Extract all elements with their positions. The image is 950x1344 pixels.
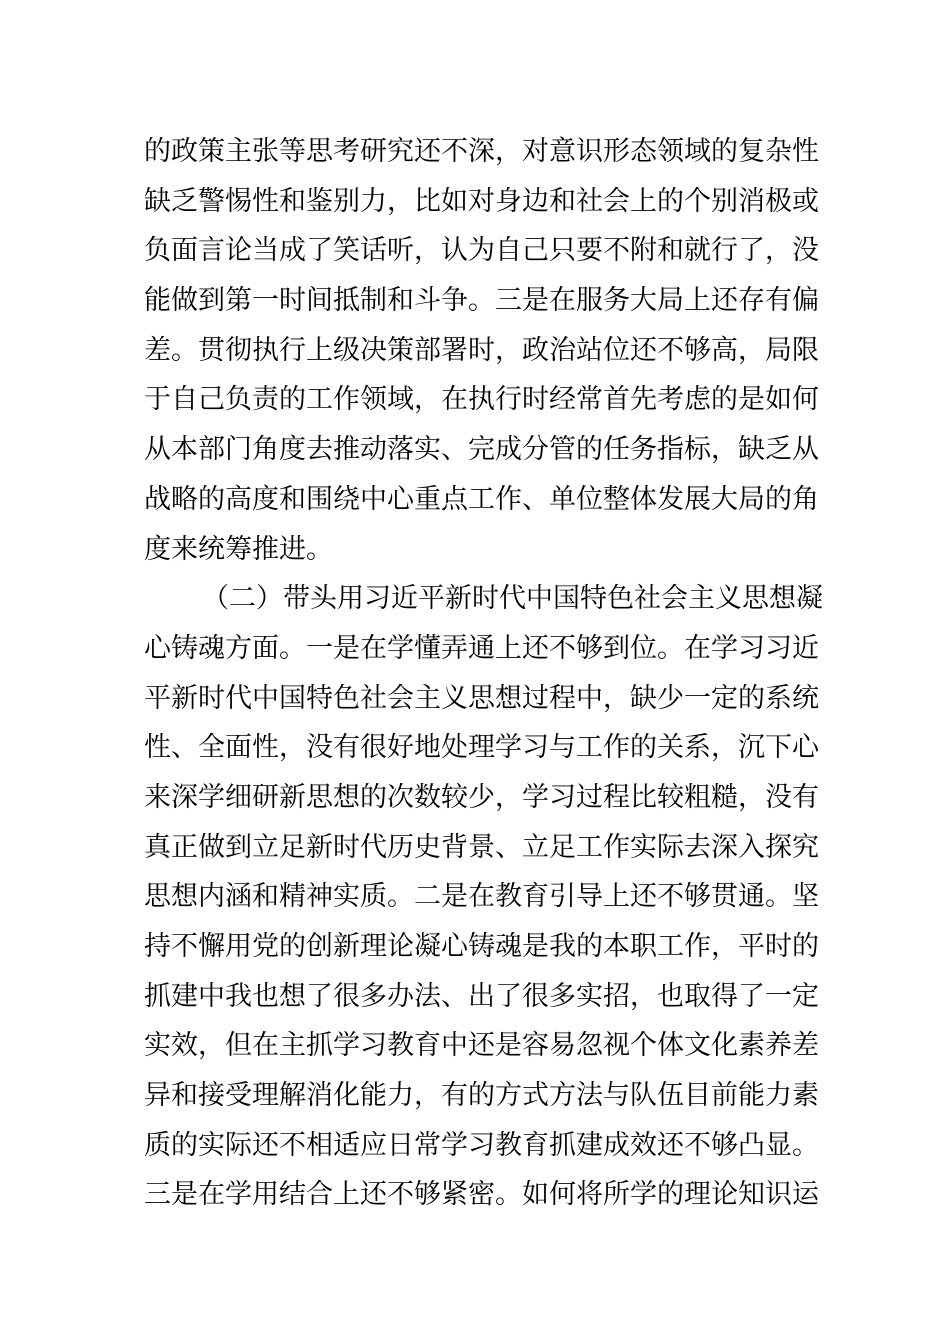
text-line: 性、全面性，没有很好地处理学习与工作的关系，沉下心 [144, 732, 819, 764]
text-line: 负面言论当成了笑话听，认为自己只要不附和就行了，没 [144, 235, 819, 267]
text-line: 实效，但在主抓学习教育中还是容易忽视个体文化素养差 [144, 1030, 819, 1062]
text-line: 三是在学用结合上还不够紧密。如何将所学的理论知识运 [144, 1179, 819, 1211]
text-line: 战略的高度和围绕中心重点工作、单位整体发展大局的角 [144, 483, 819, 515]
text-line: 心铸魂方面。一是在学懂弄通上还不够到位。在学习习近 [144, 632, 819, 664]
text-line: 能做到第一时间抵制和斗争。三是在服务大局上还存有偏 [144, 285, 819, 317]
text-line: 平新时代中国特色社会主义思想过程中，缺少一定的系统 [144, 682, 819, 714]
text-line: 异和接受理解消化能力，有的方式方法与队伍目前能力素 [144, 1080, 819, 1112]
text-line: 来深学细研新思想的次数较少，学习过程比较粗糙，没有 [144, 781, 819, 813]
paragraph-end-line: 度来统筹推进。 [144, 533, 333, 565]
text-line: 持不懈用党的创新理论凝心铸魂是我的本职工作，平时的 [144, 931, 819, 962]
text-line: 质的实际还不相适应日常学习教育抓建成效还不够凸显。 [144, 1129, 819, 1161]
text-line: 缺乏警惕性和鉴别力，比如对身边和社会上的个别消极或 [144, 185, 819, 217]
text-line: 的政策主张等思考研究还不深，对意识形态领域的复杂性 [144, 136, 819, 167]
text-line: 抓建中我也想了很多办法、出了很多实招，也取得了一定 [144, 980, 819, 1012]
text-line: 真正做到立足新时代历史背景、立足工作实际去深入探究 [144, 831, 819, 863]
text-line: 差。贯彻执行上级决策部署时，政治站位还不够高，局限 [144, 334, 819, 366]
text-line: 从本部门角度去推动落实、完成分管的任务指标，缺乏从 [144, 434, 819, 466]
text-line: 于自己负责的工作领域，在执行时经常首先考虑的是如何 [144, 384, 819, 416]
body-text [144, 127, 823, 1220]
section-heading-line: （二）带头用习近平新时代中国特色社会主义思想凝 [202, 583, 823, 615]
text-line: 思想内涵和精神实质。二是在教育引导上还不够贯通。坚 [144, 881, 819, 913]
